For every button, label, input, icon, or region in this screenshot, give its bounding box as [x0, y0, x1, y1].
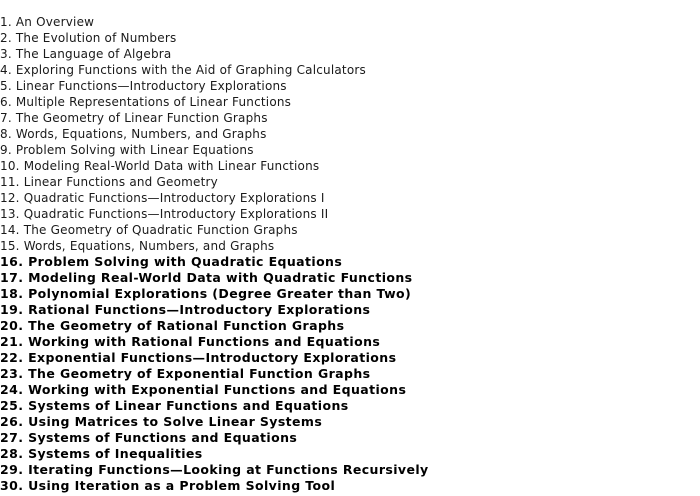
toc-entry: 2. The Evolution of Numbers [0, 31, 177, 45]
toc-entry: 3. The Language of Algebra [0, 47, 172, 61]
toc-entry: 11. Linear Functions and Geometry [0, 175, 218, 189]
toc-entry: 27. Systems of Functions and Equations [0, 430, 298, 445]
toc-entry: 13. Quadratic Functions—Introductory Explorations II [0, 207, 329, 221]
toc-entry: 30. Using Iteration as a Problem Solving Tool [0, 478, 336, 493]
toc-entry: 17. Modeling Real-World Data with Quadratic Functions [0, 270, 413, 285]
toc-entry: 26. Using Matrices to Solve Linear Systems [0, 414, 323, 429]
toc-entry: 16. Problem Solving with Quadratic Equations [0, 254, 343, 269]
toc-entry: 28. Systems of Inequalities [0, 446, 203, 461]
toc-entry: 29. Iterating Functions—Looking at Functions Recursively [0, 462, 429, 477]
toc-entry: 15. Words, Equations, Numbers, and Graphs [0, 239, 275, 253]
toc-entry: 4. Exploring Functions with the Aid of Graphing Calculators [0, 63, 366, 77]
toc-entry: 8. Words, Equations, Numbers, and Graphs [0, 127, 267, 141]
toc-entry: 23. The Geometry of Exponential Function Graphs [0, 366, 371, 381]
toc-entry: 10. Modeling Real-World Data with Linear Functions [0, 159, 320, 173]
toc-entry: 19. Rational Functions—Introductory Explorations [0, 302, 371, 317]
toc-entry: 18. Polynomial Explorations (Degree Greater than Two) [0, 286, 412, 301]
toc-entry: 5. Linear Functions—Introductory Explorations [0, 79, 287, 93]
toc-entry: 1. An Overview [0, 15, 95, 29]
toc-entry: 12. Quadratic Functions—Introductory Explorations I [0, 191, 325, 205]
toc-entry: 24. Working with Exponential Functions and Equations [0, 382, 407, 397]
toc-entry: 21. Working with Rational Functions and Equations [0, 334, 381, 349]
toc-entry: 25. Systems of Linear Functions and Equations [0, 398, 349, 413]
toc-entry: 22. Exponential Functions—Introductory Explorations [0, 350, 397, 365]
toc-entry: 14. The Geometry of Quadratic Function Graphs [0, 223, 298, 237]
toc-entry: 20. The Geometry of Rational Function Graphs [0, 318, 345, 333]
toc-entry: 7. The Geometry of Linear Function Graphs [0, 111, 268, 125]
toc-entry: 9. Problem Solving with Linear Equations [0, 143, 254, 157]
toc-entry: 6. Multiple Representations of Linear Functions [0, 95, 292, 109]
